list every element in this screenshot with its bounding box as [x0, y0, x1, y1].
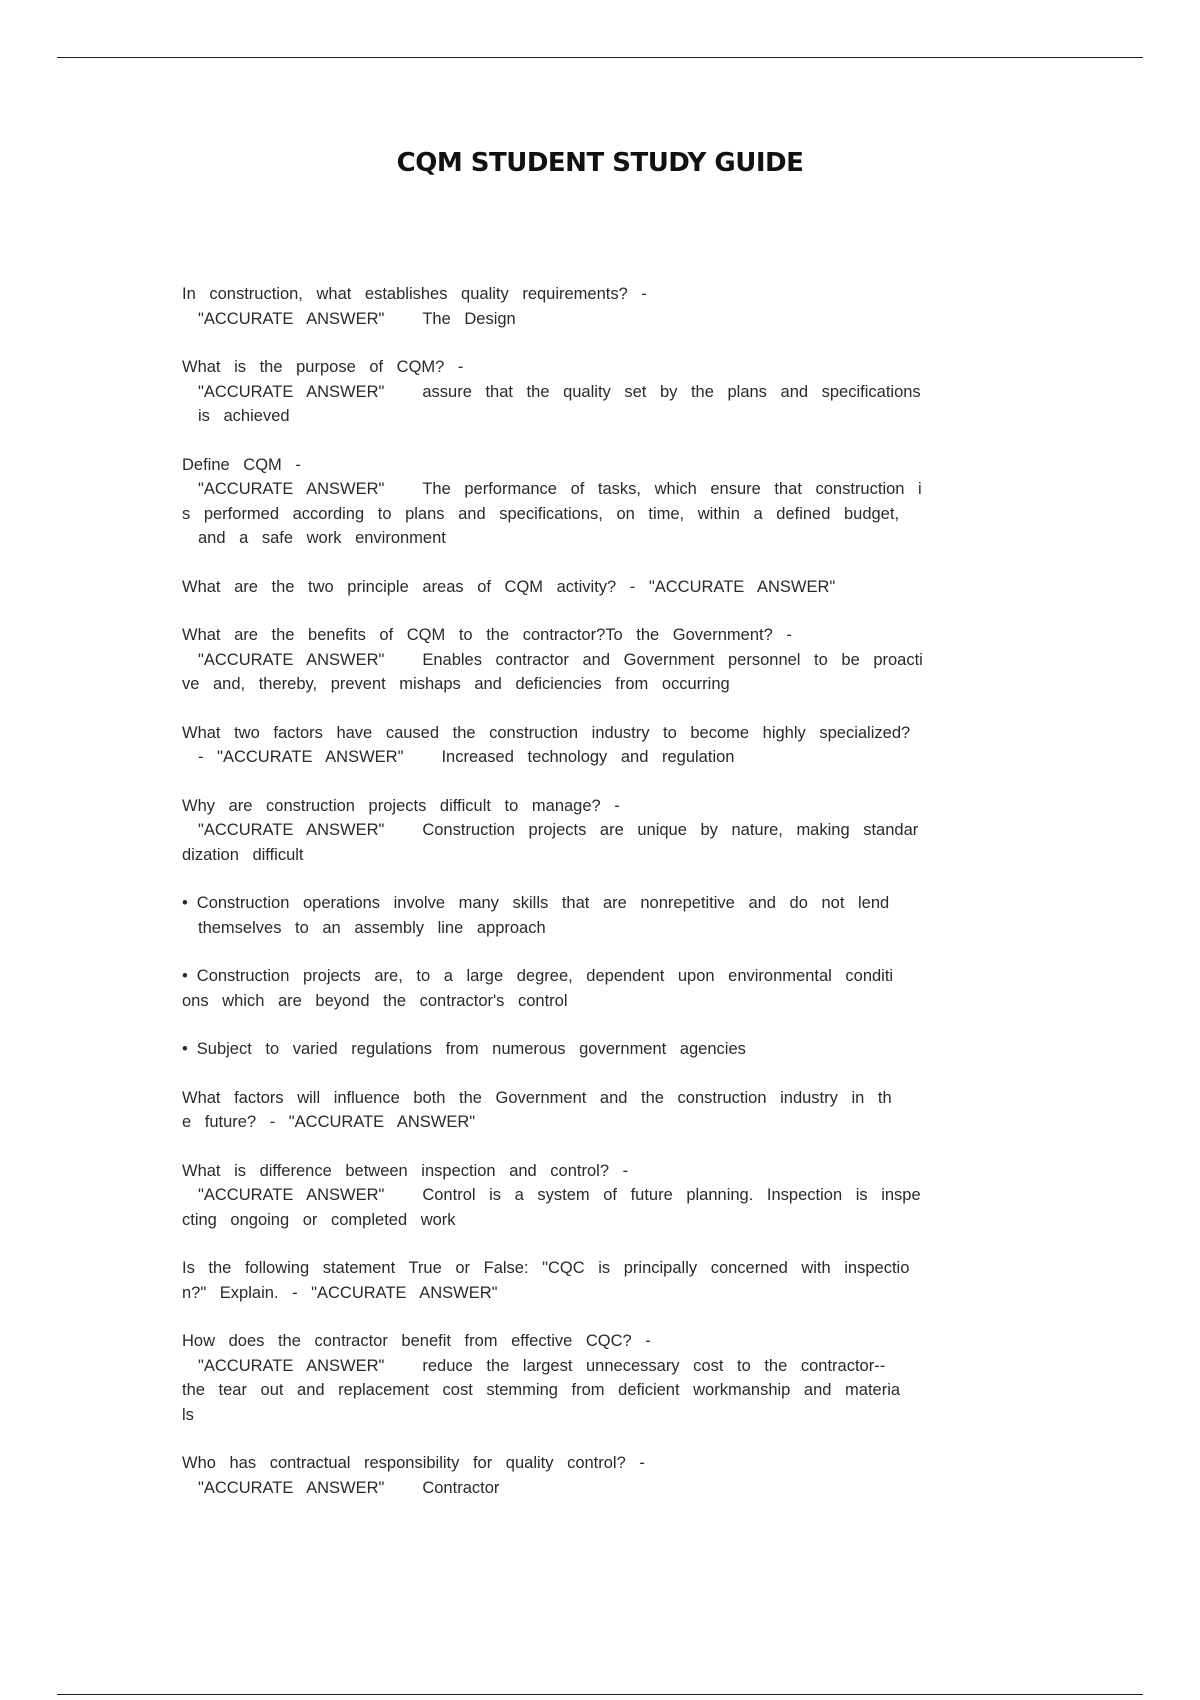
qa-block	[182, 721, 1018, 770]
bullet-icon: •	[182, 1040, 188, 1058]
qa-block	[182, 1256, 1018, 1305]
answer-text: Increased technology and regulation	[441, 748, 735, 766]
answer-marker: "ACCURATE ANSWER"	[198, 382, 385, 401]
question-continuation: e future? - "ACCURATE ANSWER"	[182, 1113, 476, 1131]
bullet-icon: •	[182, 967, 188, 985]
answer-text: reduce the largest unnecessary cost to the contractor--	[422, 1356, 886, 1375]
answer-line: - "ACCURATE ANSWER" Increased technology and regulation	[198, 748, 735, 766]
question-text: Is the following statement True or False: "CQC is principally concerned with inspectio	[182, 1259, 910, 1277]
answer-marker: "ACCURATE ANSWER"	[198, 821, 385, 839]
question-text: What two factors have caused the construction industry to become highly specialized?	[182, 723, 911, 742]
question-text: Define CQM -	[182, 455, 301, 474]
qa-block	[182, 1086, 1018, 1135]
answer-line	[182, 477, 1018, 502]
question-text: Who has contractual responsibility for quality control? -	[182, 1454, 645, 1472]
answer-text: Control is a system of future planning. Inspection is inspe	[422, 1186, 921, 1204]
answer-marker: "ACCURATE ANSWER"	[198, 309, 385, 328]
bullet-item	[182, 1037, 1018, 1062]
answer-text: The performance of tasks, which ensure that construction i	[422, 480, 922, 498]
answer-line	[182, 307, 1018, 332]
answer-continuation: s performed according to plans and specifications, on time, within a defined budget,	[182, 504, 900, 523]
answer-continuation: is achieved	[198, 407, 290, 425]
answer-line	[182, 818, 1018, 843]
header-rule	[57, 57, 1143, 58]
answer-text: Enables contractor and Government personnel to be proacti	[422, 650, 923, 669]
answer-line	[182, 1183, 1018, 1208]
bullet-text: Construction operations involve many skills that are nonrepetitive and do not lend	[196, 894, 890, 912]
answer-marker: "ACCURATE ANSWER"	[217, 748, 404, 766]
answer-line	[182, 1476, 1018, 1501]
qa-block	[182, 623, 1018, 697]
answer-continuation: dization difficult	[182, 845, 304, 864]
answer-line	[182, 380, 1018, 405]
bullet-continuation: ons which are beyond the contractor's control	[182, 991, 568, 1010]
qa-block	[182, 575, 1018, 600]
question-text: In construction, what establishes quality requirements? -	[182, 285, 647, 303]
answer-continuation: and a safe work environment	[198, 529, 446, 547]
question-text: What are the two principle areas of CQM activity? - "ACCURATE ANSWER"	[182, 577, 836, 596]
question-text: What is the purpose of CQM? -	[182, 358, 464, 376]
answer-text: Contractor	[422, 1478, 500, 1497]
qa-block	[182, 794, 1018, 868]
answer-continuation: cting ongoing or completed work	[182, 1210, 456, 1229]
answer-line	[182, 648, 1018, 673]
answer-marker: "ACCURATE ANSWER"	[198, 1356, 385, 1375]
answer-marker: "ACCURATE ANSWER"	[198, 1478, 385, 1497]
document-title: CQM STUDENT STUDY GUIDE	[396, 148, 804, 178]
answer-text: The Design	[422, 309, 516, 328]
bullet-continuation: themselves to an assembly line approach	[198, 918, 546, 937]
answer-marker: "ACCURATE ANSWER"	[198, 1186, 385, 1204]
qa-block	[182, 355, 1018, 429]
answer-text: assure that the quality set by the plans and specifications	[422, 382, 921, 401]
qa-block	[182, 1329, 1018, 1427]
bullet-item	[182, 964, 1018, 1013]
question-continuation: n?" Explain. - "ACCURATE ANSWER"	[182, 1283, 498, 1302]
question-text: How does the contractor benefit from effective CQC? -	[182, 1332, 651, 1350]
study-guide-content	[182, 282, 1018, 1524]
answer-continuation: ve and, thereby, prevent mishaps and deficiencies from occurring	[182, 675, 730, 693]
question-text: Why are construction projects difficult to manage? -	[182, 796, 620, 815]
bullet-item	[182, 891, 1018, 940]
qa-block	[182, 453, 1018, 551]
bullet-text: Construction projects are, to a large degree, dependent upon environmental conditi	[196, 967, 894, 985]
qa-block	[182, 1159, 1018, 1233]
answer-text: Construction projects are unique by nature, making standar	[422, 821, 919, 839]
answer-line	[182, 1354, 1018, 1379]
answer-continuation: the tear out and replacement cost stemming from deficient workmanship and materia	[182, 1381, 901, 1399]
question-text: What factors will influence both the Government and the construction industry in th	[182, 1088, 892, 1107]
answer-continuation: ls	[182, 1405, 194, 1424]
footer-rule	[57, 1694, 1143, 1695]
question-text: What is difference between inspection and control? -	[182, 1161, 629, 1180]
bullet-icon: •	[182, 894, 188, 912]
question-text: What are the benefits of CQM to the contractor?To the Government? -	[182, 626, 792, 644]
bullet-text: Subject to varied regulations from numerous government agencies	[196, 1040, 746, 1058]
qa-block	[182, 282, 1018, 331]
answer-marker: "ACCURATE ANSWER"	[198, 650, 385, 669]
qa-block	[182, 1451, 1018, 1500]
answer-marker: "ACCURATE ANSWER"	[198, 480, 385, 498]
